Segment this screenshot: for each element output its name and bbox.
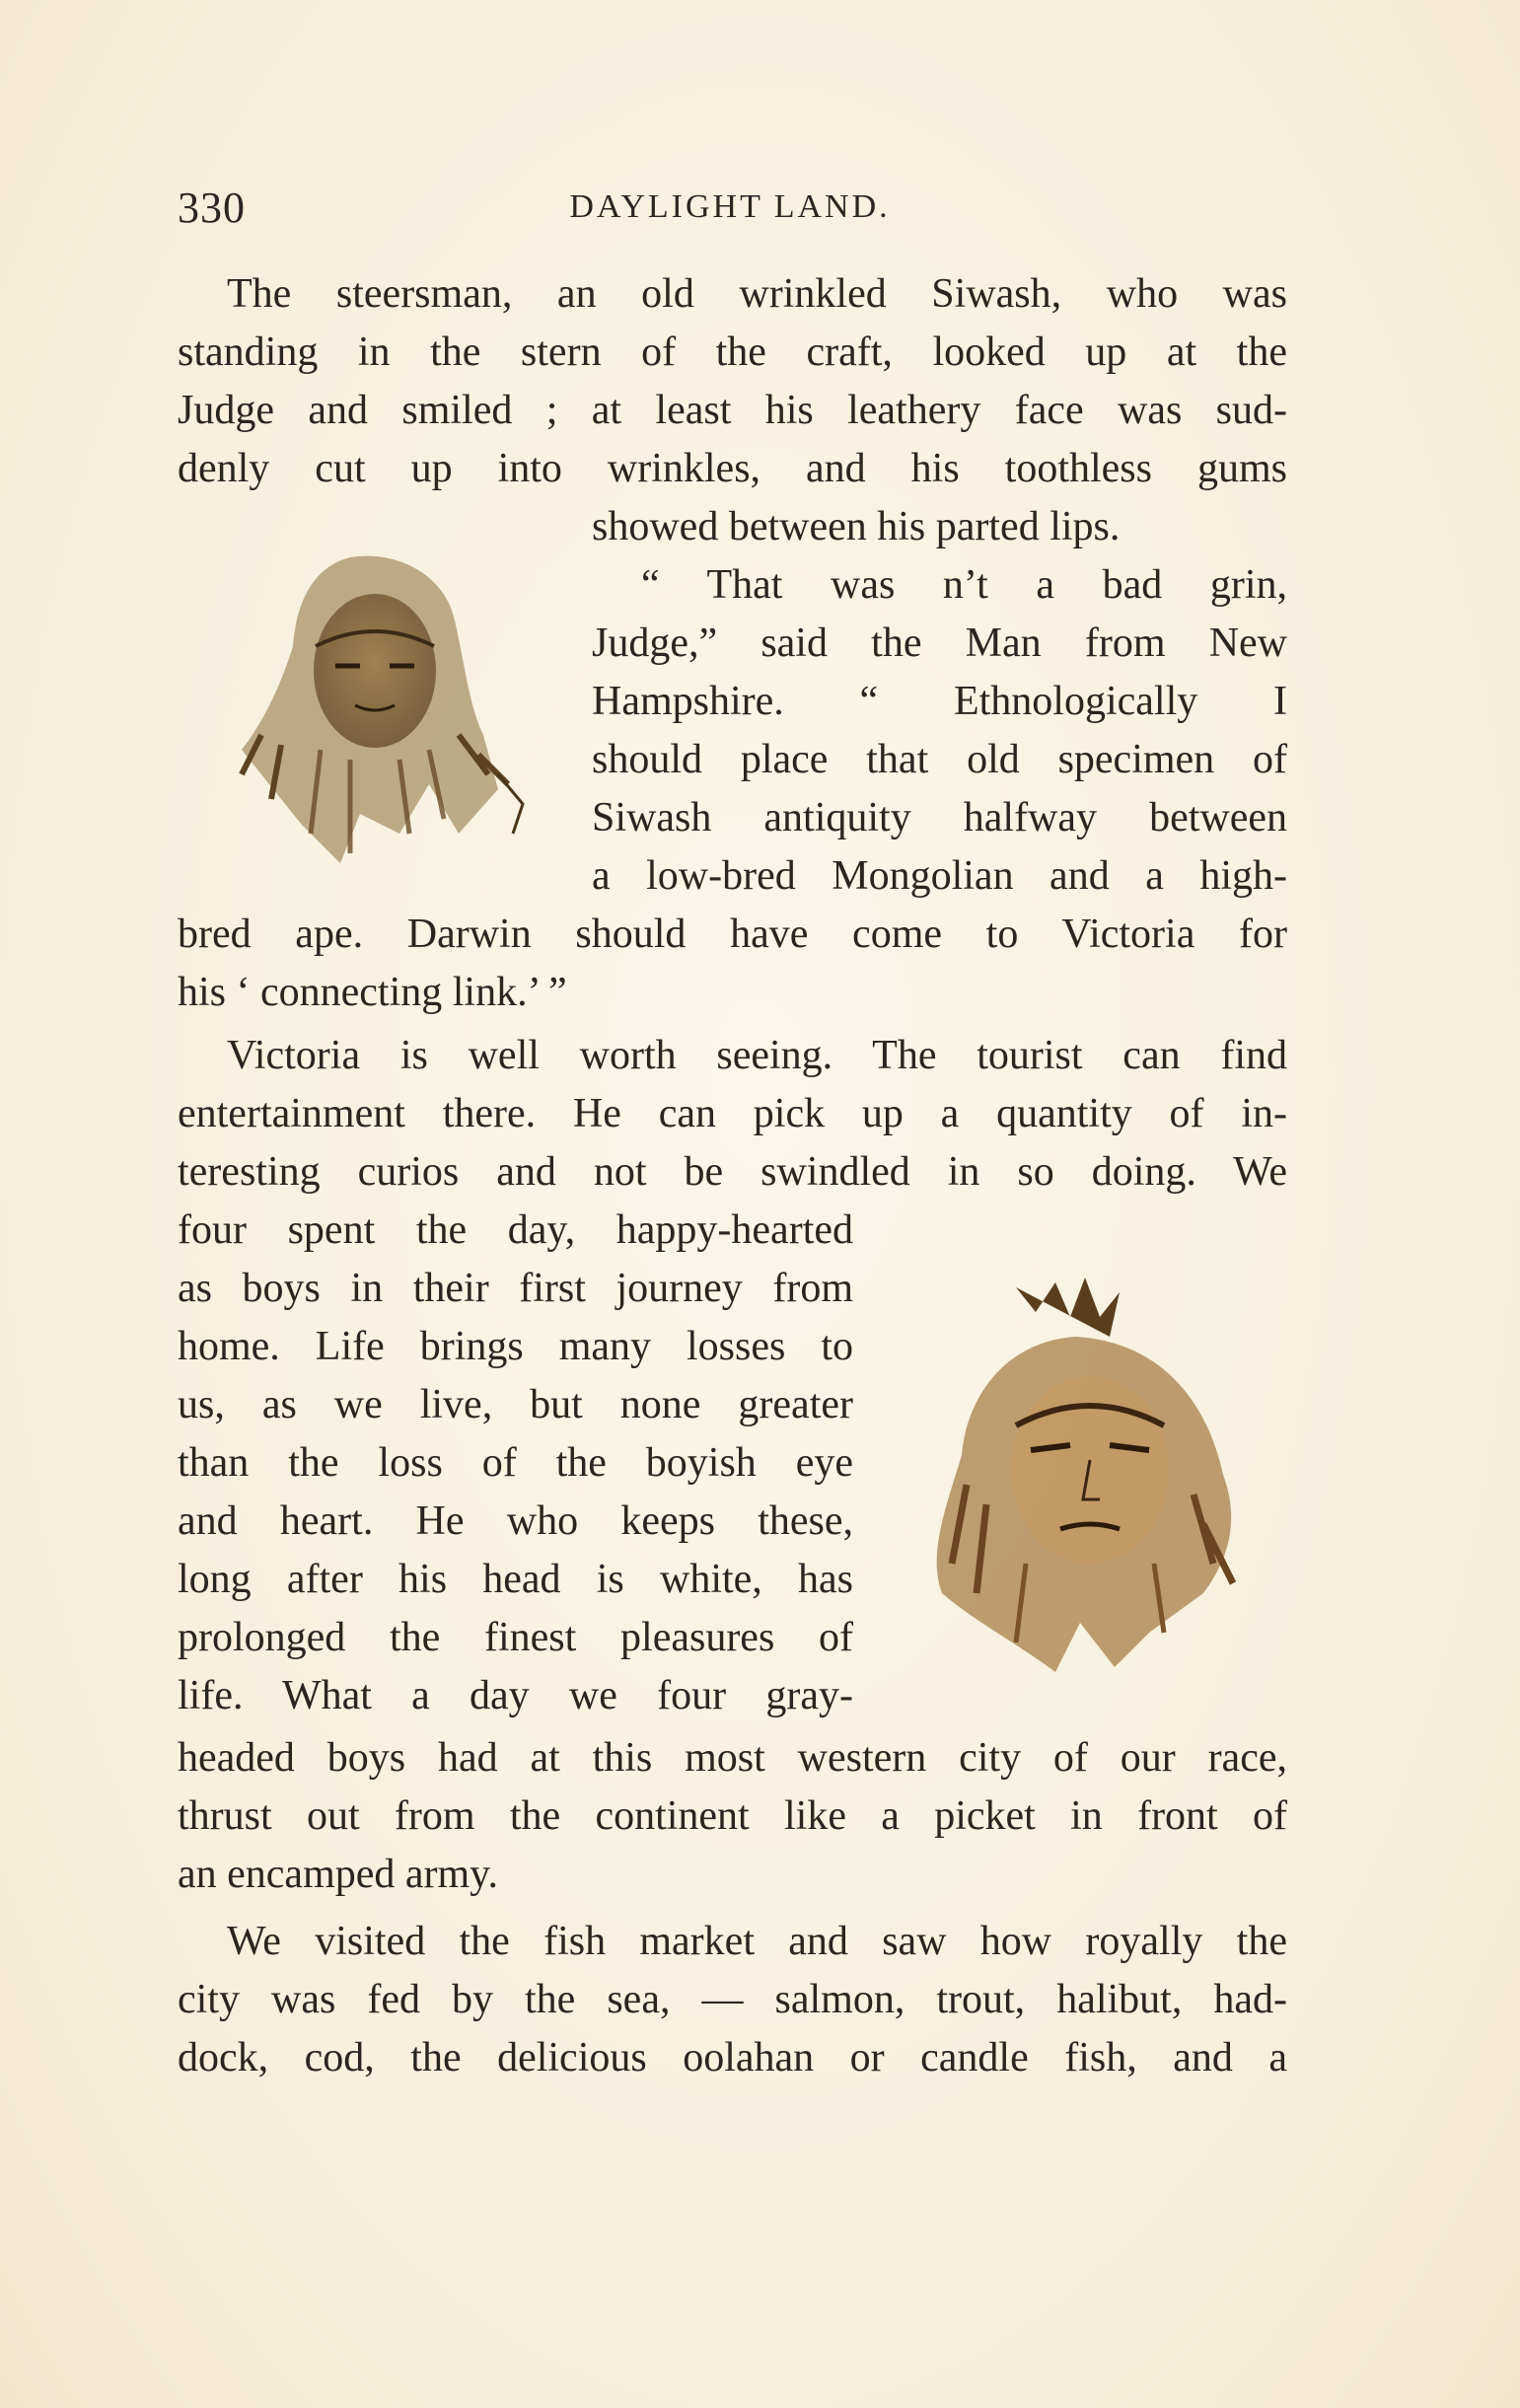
text-line: a low-bred Mongolian and a high- <box>592 853 1287 899</box>
text-line: home. Life brings many losses to <box>178 1324 853 1369</box>
text-line: Hampshire. “ Ethnologically I <box>592 679 1287 724</box>
text-line: Victoria is well worth seeing. The tourist can find <box>227 1033 1287 1078</box>
text-line: “ That was n’t a bad grin, <box>641 562 1287 608</box>
text-line: teresting curios and not be swindled in so doing. We <box>178 1149 1287 1195</box>
text-line: city was fed by the sea, — salmon, trout, halibut, had- <box>178 1977 1287 2022</box>
text-line: dock, cod, the delicious oolahan or candle fish, and a <box>178 2035 1287 2080</box>
text-line: denly cut up into wrinkles, and his toothless gums <box>178 446 1287 491</box>
text-line: life. What a day we four gray- <box>178 1673 853 1718</box>
text-line: The steersman, an old wrinkled Siwash, who was <box>227 271 1287 317</box>
text-line: We visited the fish market and saw how royally the <box>227 1919 1287 1964</box>
text-line: thrust out from the continent like a picket in front of <box>178 1793 1287 1839</box>
text-line: bred ape. Darwin should have come to Victoria for <box>178 912 1287 957</box>
text-line: than the loss of the boyish eye <box>178 1440 853 1486</box>
text-line: headed boys had at this most western city of our race, <box>178 1735 1287 1781</box>
text-line: should place that old specimen of <box>592 737 1287 782</box>
page-header <box>178 182 1282 242</box>
text-line: Judge and smiled ; at least his leathery face was sud- <box>178 388 1287 433</box>
text-line: prolonged the finest pleasures of <box>178 1615 853 1660</box>
page-number: 330 <box>178 183 246 232</box>
text-line: Siwash antiquity halfway between <box>592 795 1287 840</box>
native-chief-portrait-icon <box>907 1268 1272 1682</box>
old-siwash-portrait-icon <box>202 538 543 868</box>
text-line: long after his head is white, has <box>178 1557 853 1602</box>
text-line: an encamped army. <box>178 1852 498 1897</box>
text-line: and heart. He who keeps these, <box>178 1498 853 1544</box>
text-line: standing in the stern of the craft, looked up at the <box>178 329 1287 375</box>
text-line: us, as we live, but none greater <box>178 1382 853 1427</box>
text-line: as boys in their first journey from <box>178 1266 853 1311</box>
running-head: DAYLIGHT LAND. <box>569 188 891 225</box>
text-line: Judge,” said the Man from New <box>592 620 1287 666</box>
text-line: entertainment there. He can pick up a quantity of in- <box>178 1091 1287 1136</box>
text-line: showed between his parted lips. <box>592 504 1121 549</box>
text-line: his ‘ connecting link.’ ” <box>178 970 567 1015</box>
text-line: four spent the day, happy-hearted <box>178 1207 853 1253</box>
